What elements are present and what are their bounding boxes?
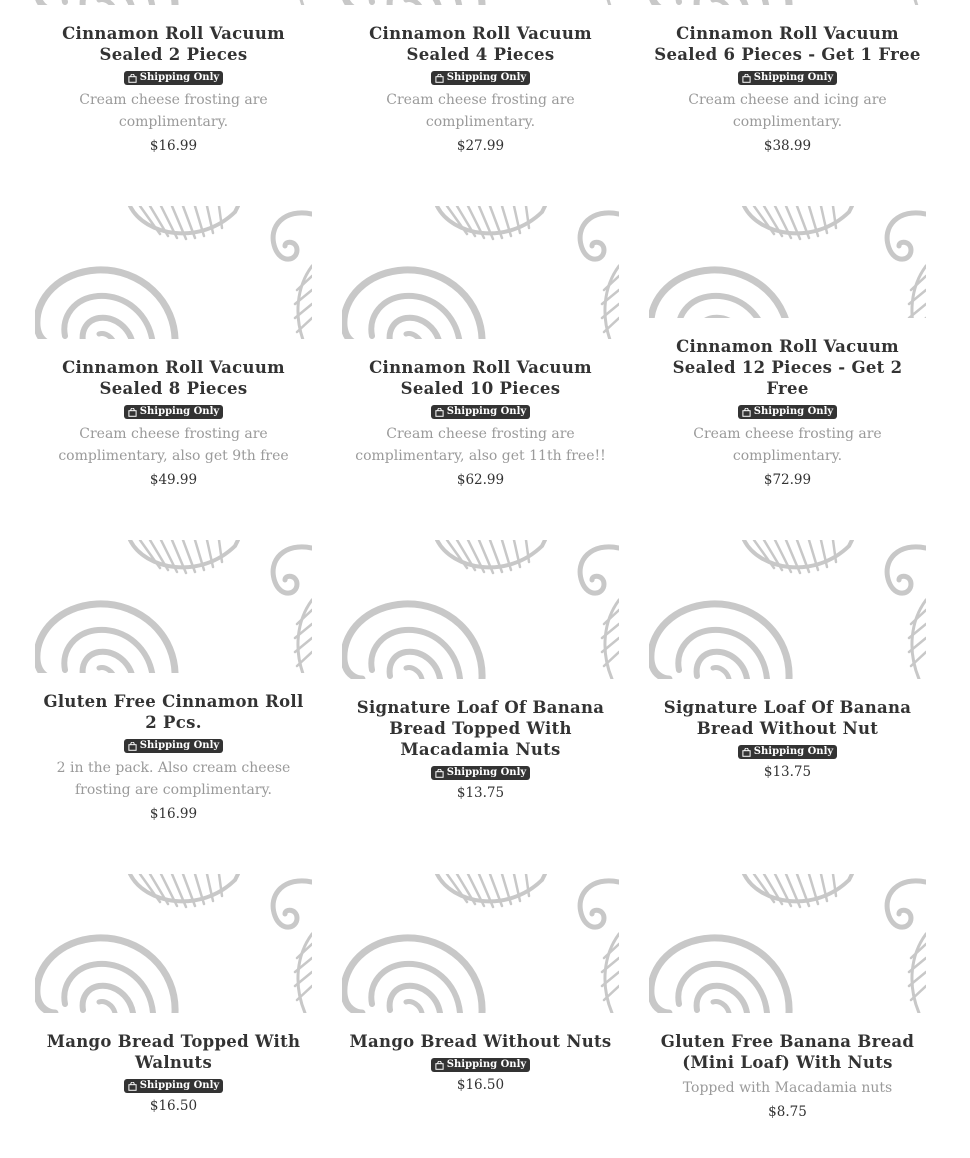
shipping-badge: [124, 1079, 223, 1093]
product-price: $8.75: [768, 1104, 807, 1120]
product-price: $62.99: [456, 472, 505, 488]
shipping-badge-label: Shipping Only: [446, 72, 527, 83]
product-card[interactable]: [35, 206, 312, 490]
product-description: Cream cheese and icing are complimentary.: [688, 92, 887, 130]
product-price: $16.50: [149, 1098, 198, 1114]
product-title[interactable]: Gluten Free Cinnamon Roll 2 Pcs.: [43, 692, 304, 732]
product-card[interactable]: [35, 874, 312, 1158]
product-price: $49.99: [149, 472, 198, 488]
product-card[interactable]: [342, 540, 619, 824]
product-thumbnail[interactable]: [342, 540, 619, 679]
product-price: $72.99: [763, 472, 812, 488]
shopping-bag-icon: [435, 1061, 444, 1070]
product-card[interactable]: [649, 206, 926, 490]
product-description: Cream cheese frosting are complimentary.: [386, 92, 575, 130]
shopping-bag-icon: [742, 748, 751, 757]
product-title[interactable]: Cinnamon Roll Vacuum Sealed 6 Pieces - Get 1 Free: [654, 24, 921, 64]
product-card[interactable]: [649, 874, 926, 1158]
product-thumbnail[interactable]: [649, 0, 926, 5]
cinnamon-swirl-placeholder-icon: [649, 0, 926, 5]
shipping-badge: [124, 405, 223, 419]
shopping-bag-icon: [742, 74, 751, 83]
shipping-badge-label: Shipping Only: [753, 406, 834, 417]
product-price: $13.75: [763, 764, 812, 780]
product-price: $16.50: [456, 1077, 505, 1093]
cinnamon-swirl-placeholder-icon: [35, 540, 312, 673]
product-description: Cream cheese frosting are complimentary.: [693, 426, 882, 464]
product-grid: [35, 0, 925, 1158]
shipping-badge-label: Shipping Only: [139, 1080, 220, 1091]
product-thumbnail[interactable]: [649, 540, 926, 679]
product-price: $16.99: [149, 806, 198, 822]
cinnamon-swirl-placeholder-icon: [342, 0, 619, 5]
shipping-badge-label: Shipping Only: [753, 746, 834, 757]
product-card[interactable]: [649, 0, 926, 156]
product-card[interactable]: [649, 540, 926, 824]
cinnamon-swirl-placeholder-icon: [342, 874, 619, 1013]
shipping-badge-label: Shipping Only: [446, 767, 527, 778]
product-title[interactable]: Cinnamon Roll Vacuum Sealed 12 Pieces - Get 2 Free: [672, 337, 903, 398]
product-title[interactable]: Cinnamon Roll Vacuum Sealed 4 Pieces: [369, 24, 592, 64]
product-description: Topped with Macadamia nuts: [682, 1080, 893, 1096]
cinnamon-swirl-placeholder-icon: [35, 206, 312, 339]
cinnamon-swirl-placeholder-icon: [342, 206, 619, 339]
shipping-badge: [431, 71, 530, 85]
shopping-bag-icon: [128, 408, 137, 417]
product-thumbnail[interactable]: [35, 0, 312, 5]
product-description: Cream cheese frosting are complimentary, also get 11th free!!: [355, 426, 606, 464]
product-title[interactable]: Gluten Free Banana Bread (Mini Loaf) With Nuts: [660, 1032, 915, 1072]
shipping-badge-label: Shipping Only: [753, 72, 834, 83]
product-card[interactable]: [342, 0, 619, 156]
shipping-badge: [431, 405, 530, 419]
product-thumbnail[interactable]: [649, 874, 926, 1013]
shipping-badge: [124, 71, 223, 85]
shipping-badge-label: Shipping Only: [139, 72, 220, 83]
shipping-badge-label: Shipping Only: [446, 406, 527, 417]
cinnamon-swirl-placeholder-icon: [649, 540, 926, 679]
shipping-badge: [738, 405, 837, 419]
product-title[interactable]: Mango Bread Without Nuts: [349, 1032, 612, 1051]
shopping-bag-icon: [128, 74, 137, 83]
product-card[interactable]: [35, 0, 312, 156]
shopping-bag-icon: [435, 769, 444, 778]
shopping-bag-icon: [435, 408, 444, 417]
product-title[interactable]: Cinnamon Roll Vacuum Sealed 2 Pieces: [62, 24, 285, 64]
product-price: $13.75: [456, 785, 505, 801]
product-title[interactable]: Cinnamon Roll Vacuum Sealed 10 Pieces: [369, 358, 592, 398]
cinnamon-swirl-placeholder-icon: [649, 874, 926, 1013]
shipping-badge: [431, 766, 530, 780]
shipping-badge: [431, 1058, 530, 1072]
product-card[interactable]: [342, 874, 619, 1158]
cinnamon-swirl-placeholder-icon: [649, 206, 926, 318]
shipping-badge: [124, 739, 223, 753]
product-card[interactable]: [342, 206, 619, 490]
shipping-badge: [738, 71, 837, 85]
product-title[interactable]: Signature Loaf Of Banana Bread Topped With Macadamia Nuts: [356, 698, 605, 759]
product-thumbnail[interactable]: [342, 874, 619, 1013]
shipping-badge: [738, 745, 837, 759]
cinnamon-swirl-placeholder-icon: [35, 874, 312, 1013]
product-price: $16.99: [149, 138, 198, 154]
product-thumbnail[interactable]: [342, 206, 619, 339]
product-thumbnail[interactable]: [35, 874, 312, 1013]
product-price: $27.99: [456, 138, 505, 154]
shipping-badge-label: Shipping Only: [446, 1059, 527, 1070]
product-title[interactable]: Signature Loaf Of Banana Bread Without Nut: [663, 698, 912, 738]
product-thumbnail[interactable]: [649, 206, 926, 318]
product-price: $38.99: [763, 138, 812, 154]
shopping-bag-icon: [128, 742, 137, 751]
product-description: Cream cheese frosting are complimentary.: [79, 92, 268, 130]
shopping-bag-icon: [128, 1082, 137, 1091]
product-thumbnail[interactable]: [342, 0, 619, 5]
cinnamon-swirl-placeholder-icon: [35, 0, 312, 5]
product-description: 2 in the pack. Also cream cheese frosting are complimentary.: [56, 760, 291, 798]
cinnamon-swirl-placeholder-icon: [342, 540, 619, 679]
product-title[interactable]: Cinnamon Roll Vacuum Sealed 8 Pieces: [62, 358, 285, 398]
product-description: Cream cheese frosting are complimentary, also get 9th free: [58, 426, 289, 464]
product-title[interactable]: Mango Bread Topped With Walnuts: [46, 1032, 301, 1072]
product-card[interactable]: [35, 540, 312, 824]
shipping-badge-label: Shipping Only: [139, 406, 220, 417]
shopping-bag-icon: [435, 74, 444, 83]
product-thumbnail[interactable]: [35, 206, 312, 339]
shopping-bag-icon: [742, 408, 751, 417]
product-thumbnail[interactable]: [35, 540, 312, 673]
shipping-badge-label: Shipping Only: [139, 740, 220, 751]
